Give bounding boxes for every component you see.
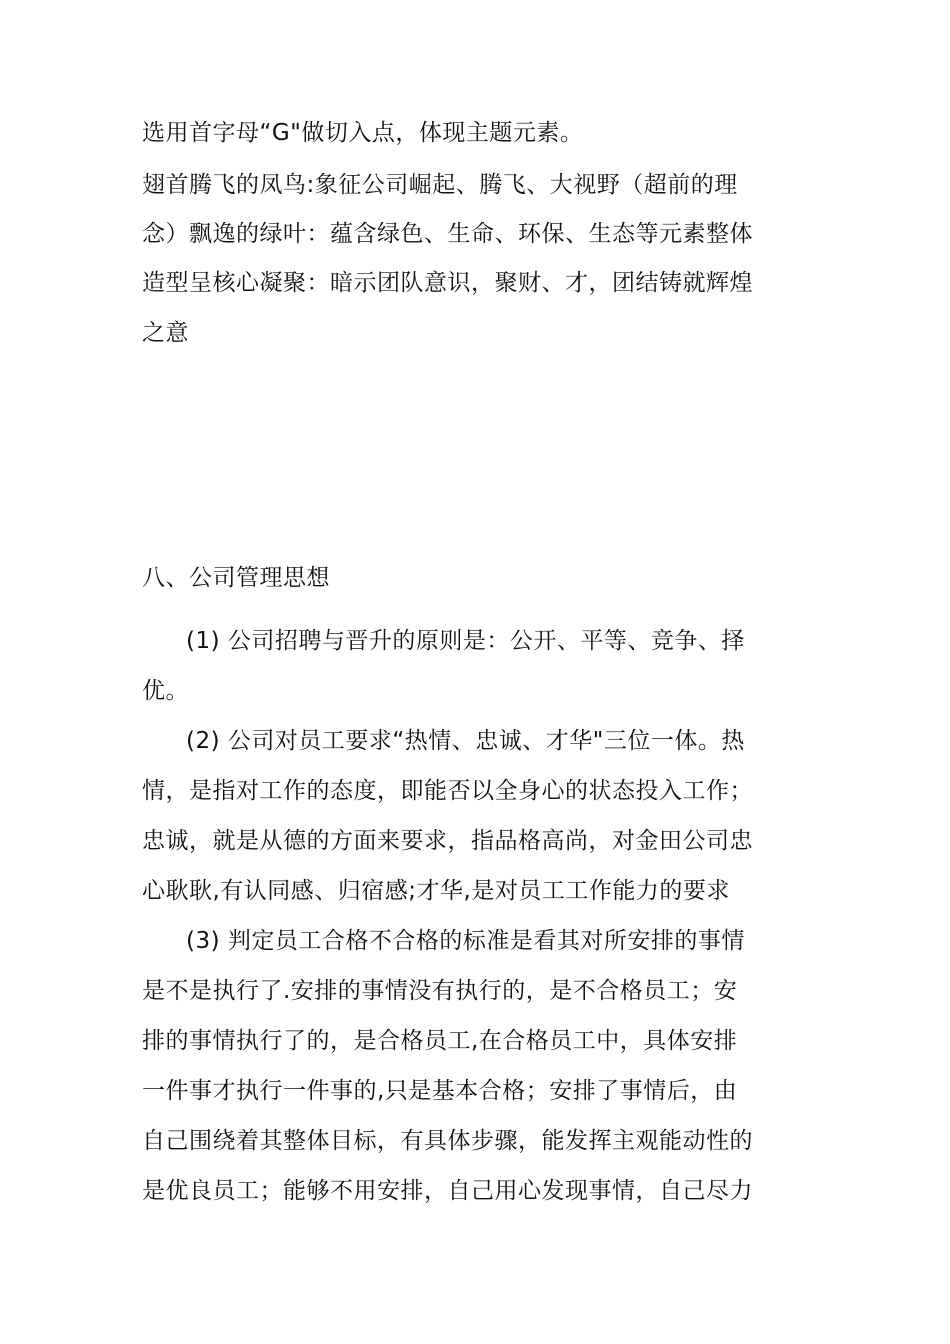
paragraph-line: (1) 公司招聘与晋升的原则是：公开、平等、竞争、择 xyxy=(186,628,745,654)
logo-description-line: 念）飘逸的绿叶：蕴含绿色、生命、环保、生态等元素整体 xyxy=(142,221,753,247)
paragraph-line: (3) 判定员工合格不合格的标准是看其对所安排的事情 xyxy=(186,928,745,954)
paragraph-line: 是优良员工；能够不用安排，自己用心发现事情，自己尽力 xyxy=(142,1178,753,1204)
paragraph-line: 忠诚，就是从德的方面来要求，指品格高尚，对金田公司忠 xyxy=(142,828,753,854)
paragraph-line: 心耿耿,有认同感、归宿感;才华,是对员工工作能力的要求 xyxy=(142,878,730,904)
paragraph-line: 情，是指对工作的态度，即能否以全身心的状态投入工作； xyxy=(142,778,753,804)
paragraph-line: (2) 公司对员工要求“热情、忠诚、才华"三位一体。热 xyxy=(186,728,745,754)
paragraph-line: 自己围绕着其整体目标，有具体步骤，能发挥主观能动性的 xyxy=(142,1128,753,1154)
paragraph-line: 一件事才执行一件事的,只是基本合格；安排了事情后，由 xyxy=(142,1078,738,1104)
logo-description-line: 翅首腾飞的凤鸟:象征公司崛起、腾飞、大视野（超前的理 xyxy=(142,172,738,198)
section-heading: 八、公司管理思想 xyxy=(142,565,330,591)
paragraph-line: 是不是执行了.安排的事情没有执行的，是不合格员工；安 xyxy=(142,978,738,1004)
logo-description-line: 选用首字母“G"做切入点，体现主题元素。 xyxy=(142,120,584,146)
logo-description-line: 之意 xyxy=(142,320,189,346)
paragraph-line: 排的事情执行了的，是合格员工,在合格员工中，具体安排 xyxy=(142,1028,738,1054)
logo-description-line: 造型呈核心凝聚：暗示团队意识，聚财、才，团结铸就辉煌 xyxy=(142,270,753,296)
paragraph-line: 优。 xyxy=(142,678,189,704)
